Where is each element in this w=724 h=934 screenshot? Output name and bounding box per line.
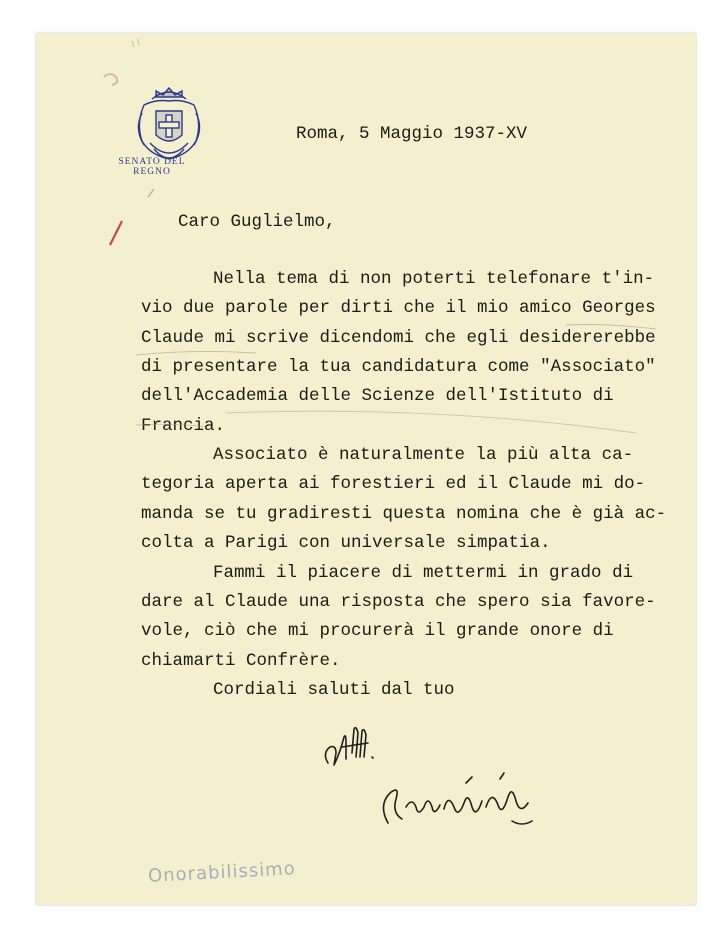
pencil-annotation: Onorabilissimo bbox=[147, 858, 297, 887]
closing-line: Cordiali saluti dal tuo bbox=[213, 680, 455, 700]
letter-sheet bbox=[36, 33, 696, 905]
place-date: Roma, 5 Maggio 1937-XV bbox=[296, 124, 528, 144]
body-line: vole, ciò che mi procurerà il grande onore di bbox=[141, 621, 614, 641]
body-line: Nella tema di non poterti telefonare t'in- bbox=[213, 269, 655, 289]
handwritten-signature bbox=[316, 723, 536, 833]
body-line: dare al Claude una risposta che spero sia favore- bbox=[141, 592, 656, 612]
body-line: di presentare la tua candidatura come "Associato" bbox=[141, 357, 656, 377]
body-line: tegoria aperta ai forestieri ed il Claude mi do- bbox=[141, 474, 646, 494]
letterhead-label: SENATO DEL REGNO bbox=[118, 157, 186, 177]
salutation: Caro Guglielmo, bbox=[178, 212, 336, 232]
body-line: Francia. bbox=[141, 416, 226, 436]
body-line: manda se tu gradiresti questa nomina che è già ac- bbox=[141, 504, 667, 524]
body-line: chiamarti Confrère. bbox=[141, 651, 341, 671]
body-line: Fammi il piacere di mettermi in grado di bbox=[213, 563, 634, 583]
body-line: vio due parole per dirti che il mio amico Georges bbox=[141, 298, 656, 318]
body-line: Claude mi scrive dicendomi che egli desidererebbe bbox=[141, 328, 656, 348]
body-line: dell'Accademia delle Scienze dell'Istituto di bbox=[141, 386, 614, 406]
body-line: Associato è naturalmente la più alta ca- bbox=[213, 445, 634, 465]
body-line: colta a Parigi con universale simpatia. bbox=[141, 533, 551, 553]
pencil-lines bbox=[36, 33, 696, 453]
